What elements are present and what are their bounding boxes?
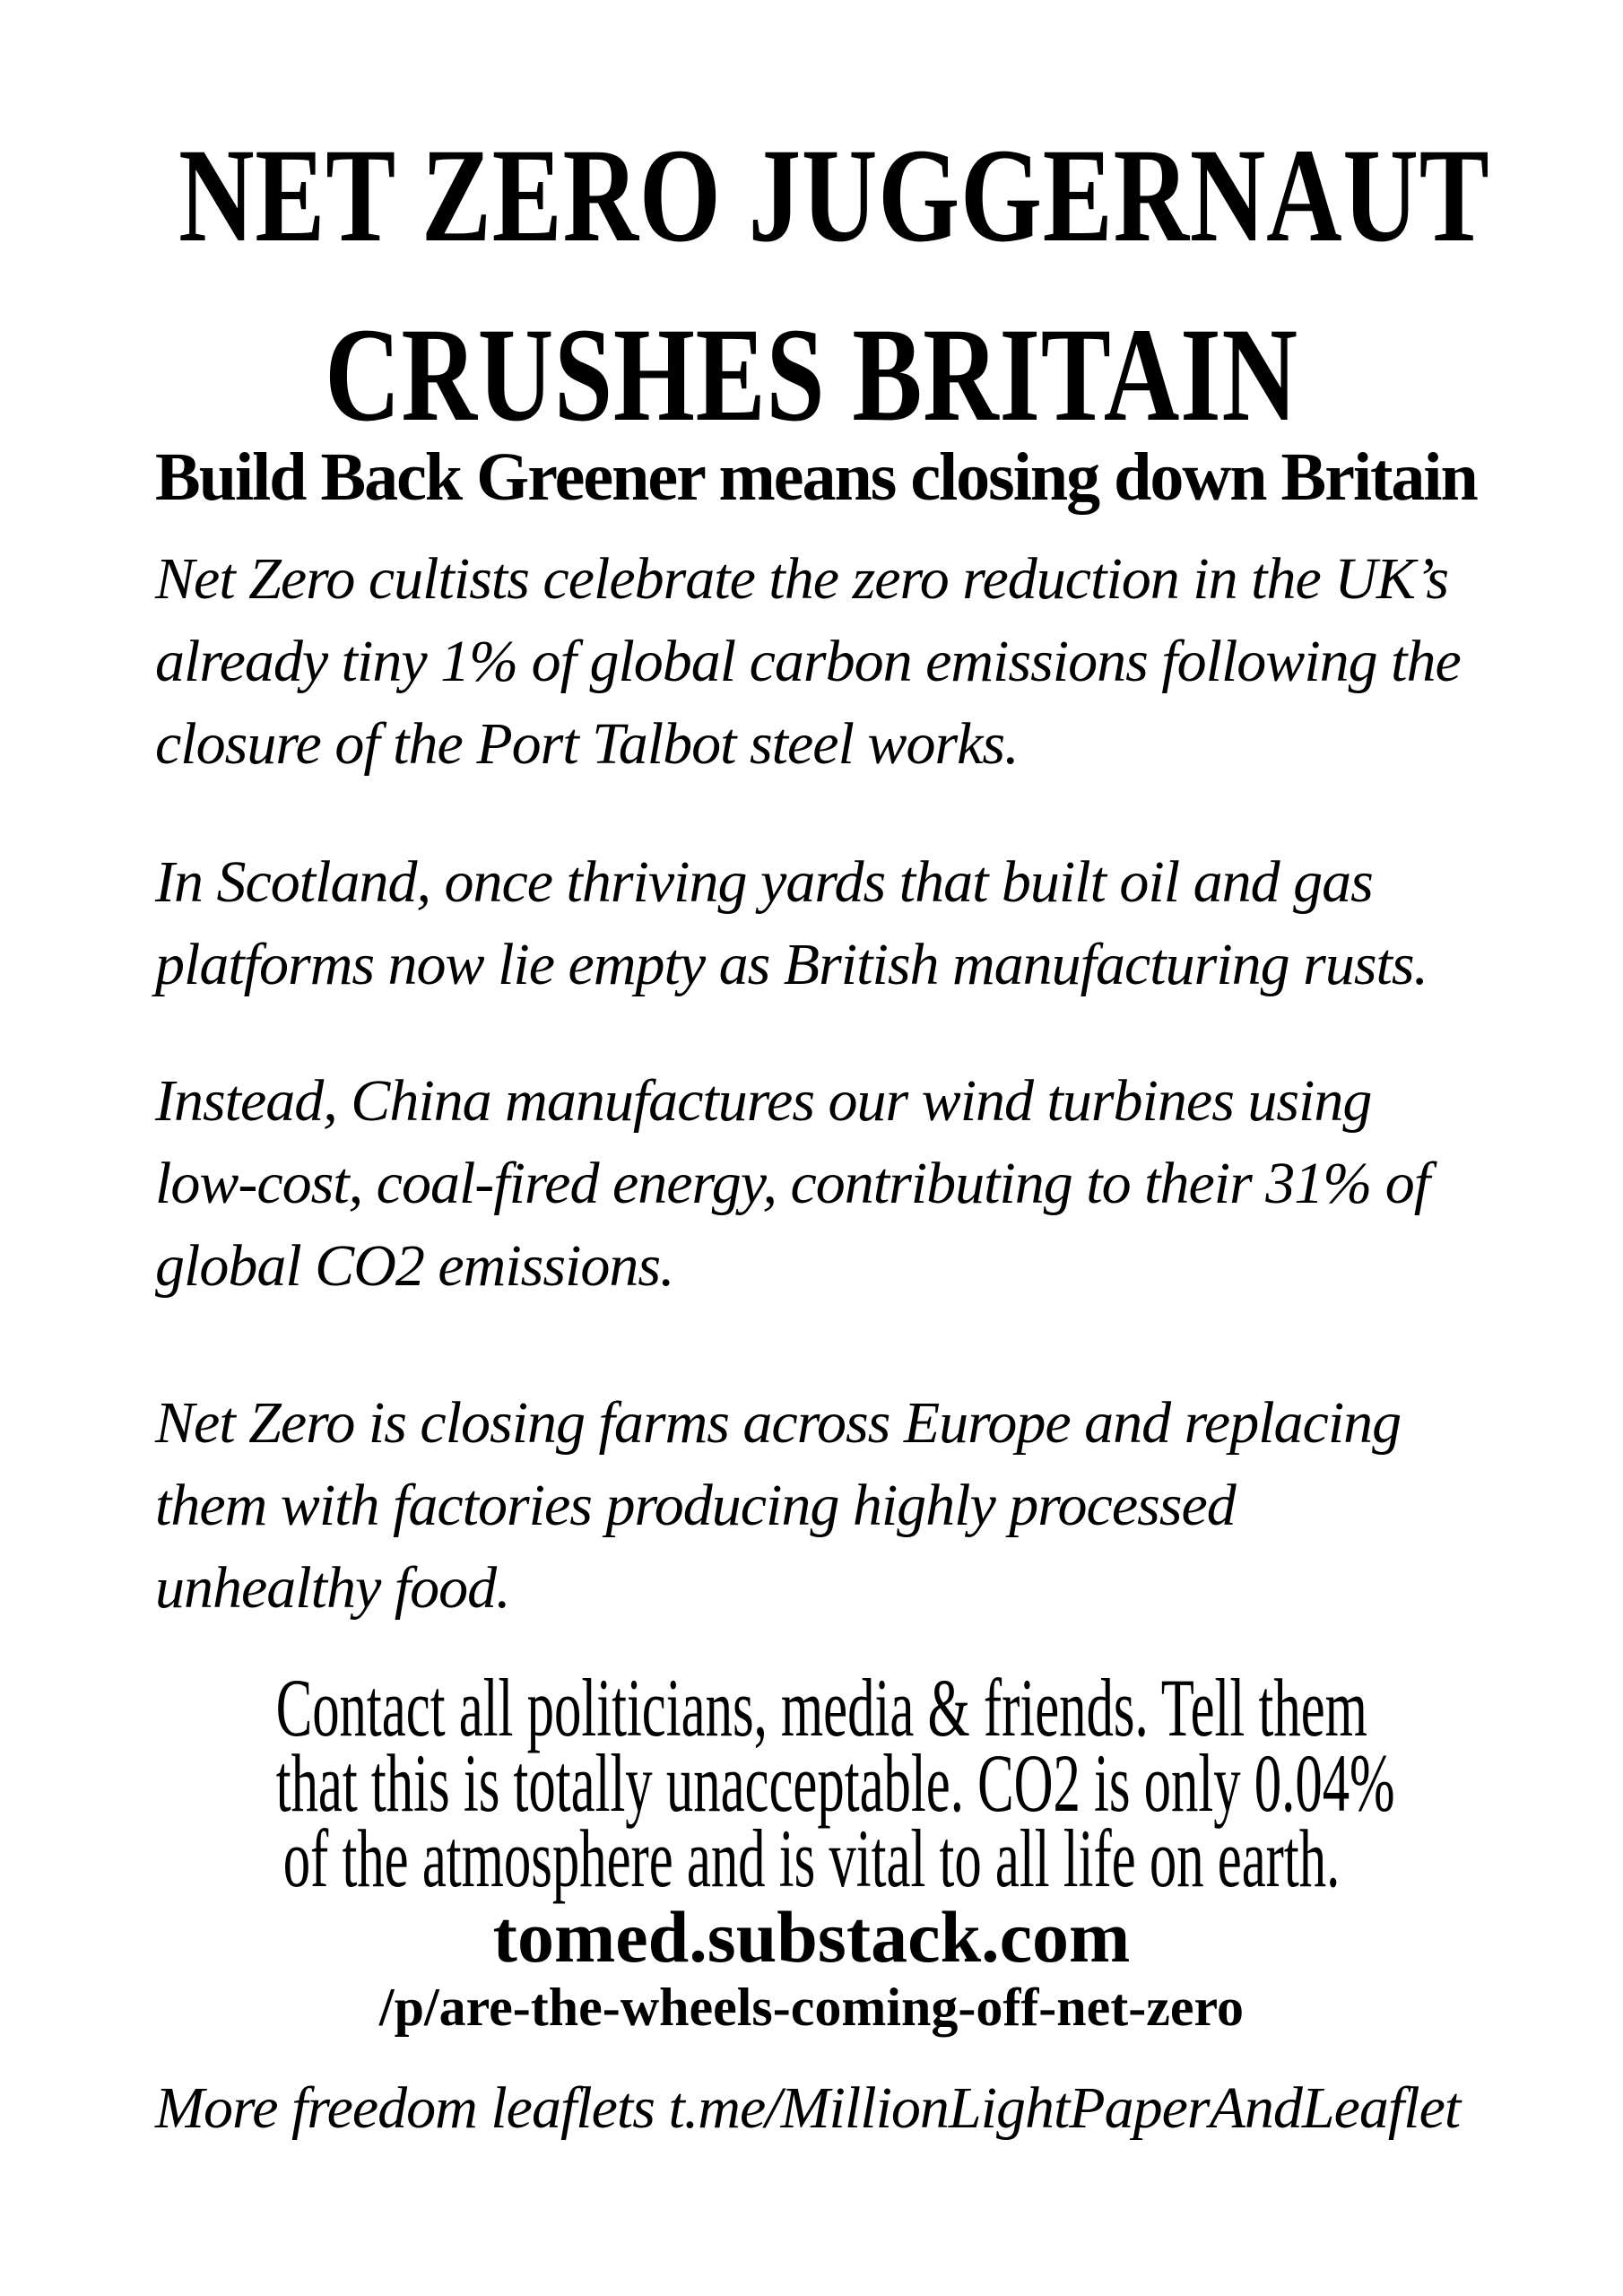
paragraph-line: already tiny 1% of global carbon emissions following the <box>155 629 1461 694</box>
paragraph-line: closure of the Port Talbot steel works. <box>155 711 1019 777</box>
subtitle: Build Back Greener means closing down Britain <box>155 439 1477 515</box>
leaflet-title <box>0 106 1623 465</box>
website-url: tomed.substack.com <box>492 1896 1131 1978</box>
title-line-2: CRUSHES BRITAIN <box>325 300 1298 449</box>
paragraph-4 <box>155 1382 1401 1630</box>
paragraph-line: Net Zero cultists celebrate the zero reduction in the UK’s <box>155 546 1449 612</box>
paragraph-line: global CO2 emissions. <box>155 1233 674 1299</box>
paragraph-2 <box>155 841 1428 1006</box>
paragraph-line: low-cost, coal-fired energy, contributing to their 31% of <box>155 1151 1430 1216</box>
footer-note: More freedom leaflets t.me/MillionLightPaperAndLeaflet <box>155 2075 1461 2141</box>
paragraph-1 <box>155 538 1461 786</box>
paragraph-line: them with factories producing highly processed <box>155 1473 1236 1538</box>
call-to-action <box>0 1662 1623 1904</box>
paragraph-line: unhealthy food. <box>155 1555 510 1621</box>
paragraph-3 <box>155 1060 1429 1308</box>
cta-line-2: that this is totally unacceptable. CO2 is only 0.04% <box>275 1737 1395 1829</box>
cta-line-3: of the atmosphere and is vital to all life on earth. <box>282 1813 1341 1904</box>
cta-line-1: Contact all politicians, media & friends. Tell them <box>275 1662 1367 1753</box>
paragraph-line: Instead, China manufactures our wind turbines using <box>155 1068 1372 1134</box>
paragraph-line: Net Zero is closing farms across Europe and replacing <box>155 1390 1402 1456</box>
paragraph-line: platforms now lie empty as British manufacturing rusts. <box>155 932 1428 997</box>
paragraph-line: In Scotland, once thriving yards that built oil and gas <box>155 849 1373 915</box>
article-path: /p/are-the-wheels-coming-off-net-zero <box>378 1978 1245 2037</box>
title-line-1: NET ZERO JUGGERNAUT <box>178 121 1490 270</box>
